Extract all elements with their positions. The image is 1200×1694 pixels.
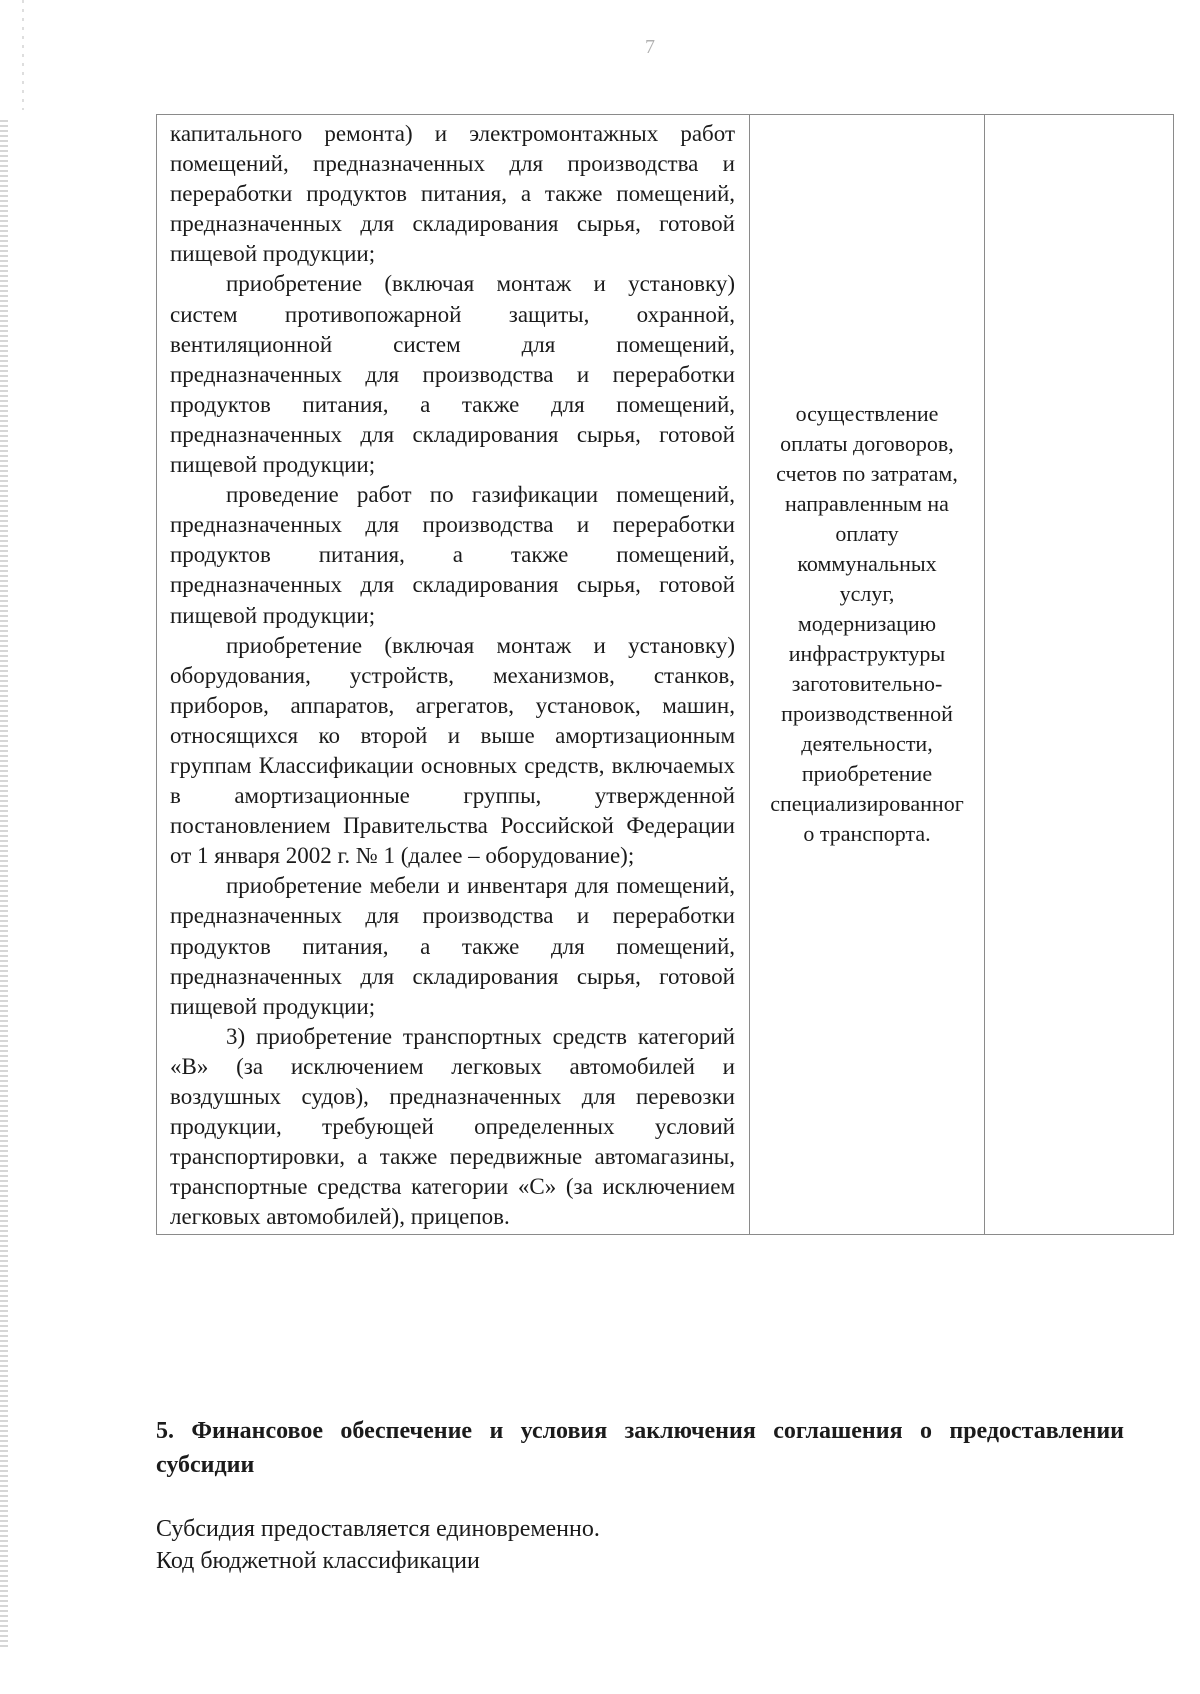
purpose-paragraph: 3) приобретение транспортных средств категорий «В» (за исключением легковых автомобилей и воздушных судов), предназначенных для перевозки продукции, требующей определенных условий транспортировки, а также передвижные автомагазины, транспортные средства категории «С» (за исключением легковых автомобилей), прицепов. <box>170 1023 735 1230</box>
expenses-text: осуществление оплаты договоров, счетов по затратам, направленным на оплату коммунальных услуг, модернизацию инфраструктуры заготовительно- производственной деятельности, приобретение специализированног о транспорта. <box>770 400 964 846</box>
table-row <box>157 115 1174 1235</box>
table-cell-expenses <box>750 115 985 1235</box>
purpose-paragraph: капитального ремонта) и электромонтажных работ помещений, предназначенных для производства и переработки продуктов питания, а также помещений, предназначенных для складирования сырья, готовой пищевой продукции; <box>170 121 735 267</box>
section-title: 5. Финансовое обеспечение и условия заключения соглашения о предоставлении субсидии <box>156 1418 1124 1478</box>
purpose-paragraph: приобретение (включая монтаж и установку) оборудования, устройств, механизмов, станков, приборов, аппаратов, агрегатов, установок, машин, относящихся ко второй и выше амортизационным группам Классификации основных средств, включаемых в амортизационные группы, утвержденной постановлением Правительства Российской Федерации от 1 января 2002 г. № 1 (далее – оборудование); <box>170 632 735 869</box>
purpose-paragraph: приобретение мебели и инвентаря для помещений, предназначенных для производства и переработки продуктов питания, а также для помещений, предназначенных для складирования сырья, готовой пищевой продукции; <box>170 873 735 1019</box>
table-cell-purposes <box>157 115 750 1235</box>
table-cell-empty <box>985 115 1174 1235</box>
paragraph-budget-code: Код бюджетной классификации <box>156 1548 480 1574</box>
purpose-paragraph: проведение работ по газификации помещений, предназначенных для производства и переработки продуктов питания, а также помещений, предназначенных для складирования сырья, готовой пищевой продукции; <box>170 482 735 628</box>
purpose-paragraph: приобретение (включая монтаж и установку) систем противопожарной защиты, охранной, вентиляционной систем для помещений, предназначенных для производства и переработки продуктов питания, а также для помещений, предназначенных для складирования сырья, готовой пищевой продукции; <box>170 271 735 478</box>
purposes-text <box>157 115 749 1234</box>
conditions-table <box>156 114 1174 1235</box>
binding-marks <box>0 120 8 1650</box>
page-number: 7 <box>645 36 655 58</box>
paragraph-subsidy-once: Субсидия предоставляется единовременно. <box>156 1516 600 1542</box>
